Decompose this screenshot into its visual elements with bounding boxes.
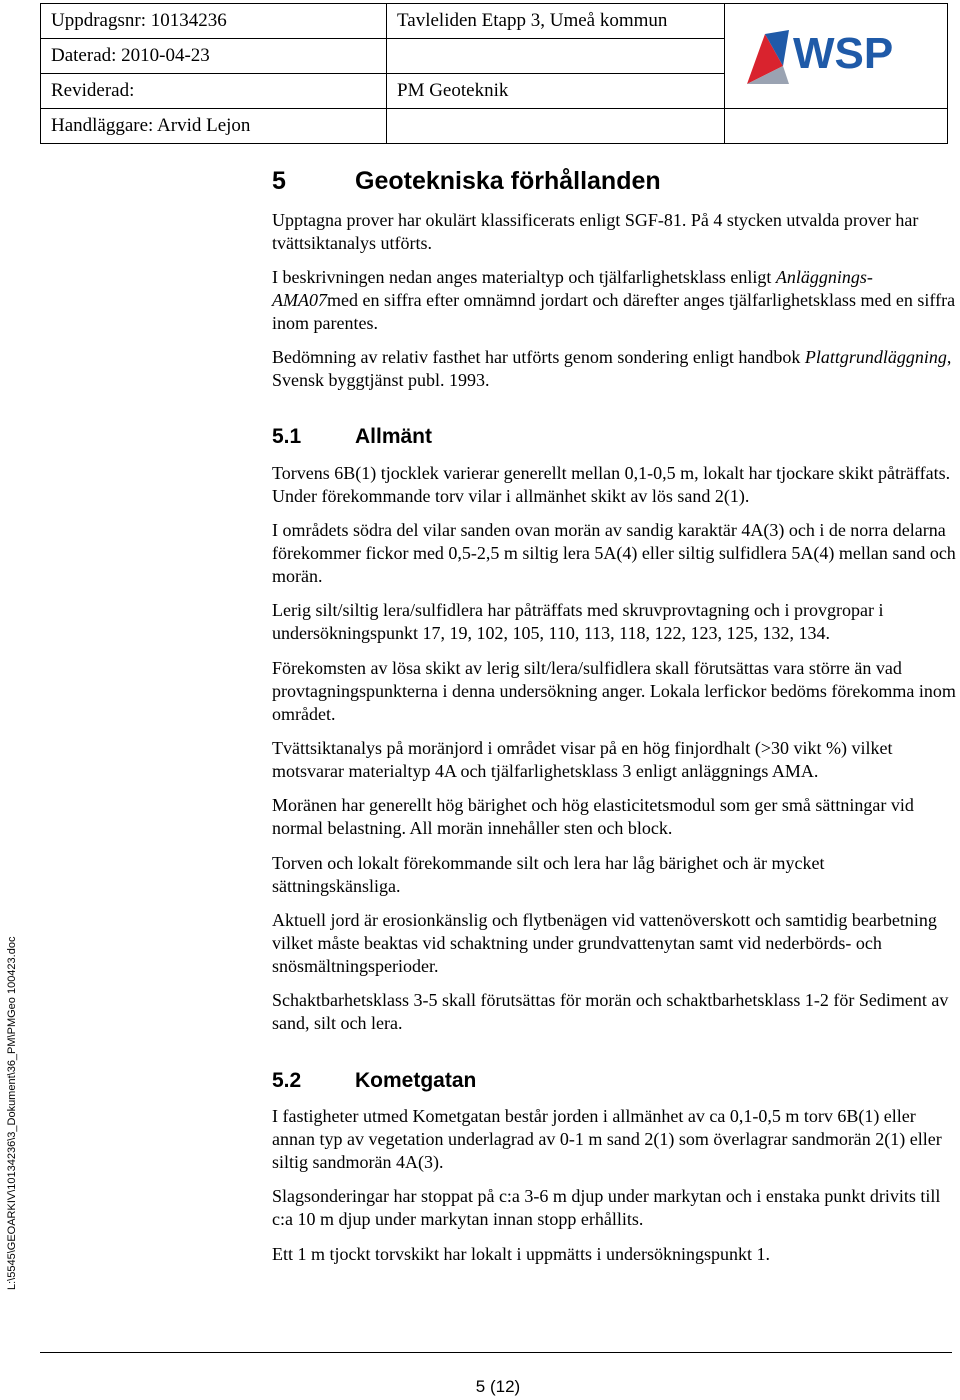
logo-text: WSP xyxy=(793,29,894,78)
paragraph: I beskrivningen nedan anges materialtyp och tjälfarlighetsklass enligt Anläggnings-AMA07med en siffra efter omnämnd jordart och därefter anges tjälfarlighetsklass med en siffra inom parentes. xyxy=(272,267,956,333)
paragraph: Schaktbarhetsklass 3-5 skall förutsättas för morän och schaktbarhetsklass 1-2 för Sediment av sand, silt och lera. xyxy=(272,990,949,1033)
revised-field: Reviderad: xyxy=(41,74,387,109)
section-title: Geotekniska förhållanden xyxy=(355,167,661,195)
paragraph: Bedömning av relativ fasthet har utförts genom sondering enligt handbok Plattgrundläggning, Svensk byggtjänst publ. 1993. xyxy=(272,347,952,390)
page-number: 5 (12) xyxy=(475,1377,521,1396)
section-heading xyxy=(272,167,661,196)
emphasis: Anläggnings-AMA07 xyxy=(272,267,873,310)
paragraph: Ett 1 m tjockt torvskikt har lokalt i uppmätts i undersökningspunkt 1. xyxy=(272,1244,770,1264)
paragraph: Slagsonderingar har stoppat på c:a 3-6 m djup under markytan och i enstaka punkt drivits till c:a 10 m djup under markytan innan stopp erhållits. xyxy=(272,1186,941,1229)
paragraph: Moränen har generellt hög bärighet och hög elasticitetsmodul som ger små sättningar vid normal belastning. All morän innehåller sten och block. xyxy=(272,795,914,838)
paragraph: Upptagna prover har okulärt klassificerats enligt SGF-81. På 4 stycken utvalda prover har tvättsiktanalys utförts. xyxy=(272,210,919,253)
subsection-number: 5.1 xyxy=(272,425,302,448)
subsection-title: Allmänt xyxy=(355,425,433,448)
wsp-logo xyxy=(743,24,929,88)
empty-cell xyxy=(387,109,725,144)
paragraph: Aktuell jord är erosionkänslig och flytbenägen vid vattenöverskott och samtidig bearbetning vilket måste beaktas vid schaktning under grundvattenytan samt vid nederbörds- och snösmältningsperioder. xyxy=(272,910,937,976)
paragraph: Förekomsten av lösa skikt av lerig silt/lera/sulfidlera skall förutsättas vara större än vad provtagningspunkterna i denna undersökning anger. Lokala lerfickor bedöms förekomma inom området. xyxy=(272,658,956,724)
document-type: PM Geoteknik xyxy=(387,74,725,109)
assignment-number: Uppdragsnr: 10134236 xyxy=(41,4,387,39)
paragraph: I fastigheter utmed Kometgatan består jorden i allmänhet av ca 0,1-0,5 m torv 6B(1) eller annan typ av vegetation underlagrad av 0-1 m sand 2(1) som överlagrar sandmorän 2(1) eller siltig sandmorän 4A(3). xyxy=(272,1106,942,1172)
section-number: 5 xyxy=(272,167,286,195)
paragraph: I områdets södra del vilar sanden ovan morän av sandig karaktär 4A(3) och i de norra delarna förekommer fickor med 0,5-2,5 m siltig lera 5A(4) eller siltig sulfidlera 5A(4) mellan sand och morän. xyxy=(272,520,956,586)
subsection-heading xyxy=(272,1069,476,1093)
handler-field: Handläggare: Arvid Lejon xyxy=(41,109,387,144)
footer-divider xyxy=(40,1352,952,1353)
file-path-sidebar: L:\5545\GEOARKIV\10134236\3_Dokument\36_PM\PMGeo 100423.doc xyxy=(6,936,18,1290)
paragraph: Tvättsiktanalys på moränjord i området visar på en hög finjordhalt (>30 vikt %) vilket motsvarar materialtyp 4A och tjälfarlighetsklass 3 enligt anläggnings AMA. xyxy=(272,738,893,781)
subsection-title: Kometgatan xyxy=(355,1069,477,1092)
emphasis: Plattgrundläggning xyxy=(804,347,947,367)
subsection-number: 5.2 xyxy=(272,1069,302,1092)
project-name: Tavleliden Etapp 3, Umeå kommun xyxy=(387,4,725,39)
empty-cell xyxy=(725,109,948,144)
logo-cell xyxy=(725,4,948,109)
subsection-heading xyxy=(272,425,432,449)
paragraph: Lerig silt/siltig lera/sulfidlera har påträffats med skruvprovtagning och i provgropar i undersökningspunkt 17, 19, 102, 105, 110, 113, 118, 122, 123, 125, 132, 134. xyxy=(272,600,884,643)
date-field: Daterad: 2010-04-23 xyxy=(41,39,387,74)
paragraph: Torvens 6B(1) tjocklek varierar generellt mellan 0,1-0,5 m, lokalt har tjockare skikt påträffats. Under förekommande torv vilar i allmänhet skikt av lös sand 2(1). xyxy=(272,463,951,506)
empty-cell xyxy=(387,39,725,74)
paragraph: Torven och lokalt förekommande silt och lera har låg bärighet och är mycket sättningskänsliga. xyxy=(272,853,825,896)
document-header-table xyxy=(40,3,948,144)
